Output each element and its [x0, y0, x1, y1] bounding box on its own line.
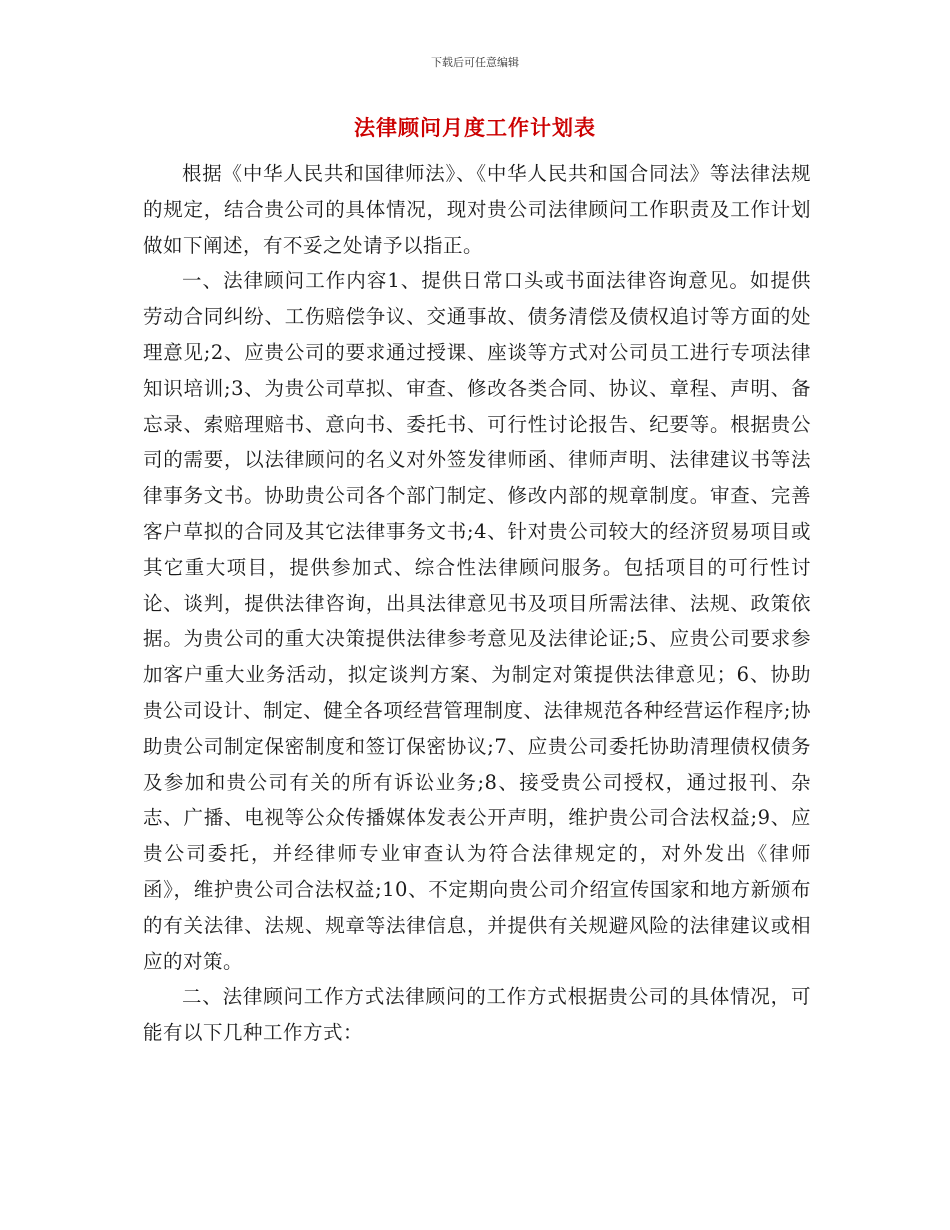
document-body — [143, 156, 811, 1051]
paragraph-work-method: 二、法律顾问工作方式法律顾问的工作方式根据贵公司的具体情况，可能有以下几种工作方式： — [143, 985, 811, 1045]
header-note: 下载后可任意编辑 — [431, 56, 519, 69]
paragraph-intro: 根据《中华人民共和国律师法》、《中华人民共和国合同法》等法律法规的规定，结合贵公司的具体情况，现对贵公司法律顾问工作职责及工作计划做如下阐述，有不妥之处请予以指正。 — [143, 162, 811, 257]
document-title: 法律顾问月度工作计划表 — [354, 116, 596, 140]
paragraph-work-content: 一、法律顾问工作内容1、提供日常口头或书面法律咨询意见。如提供劳动合同纠纷、工伤赔偿争议、交通事故、债务清偿及债权追讨等方面的处理意见;2、应贵公司的要求通过授课、座谈等方式对公司员工进行专项法律知识培训;3、为贵公司草拟、审查、修改各类合同、协议、章程、声明、备忘录、索赔理赔书、意向书、委托书、可行性讨论报告、纪要等。根据贵公司的需要，以法律顾问的名义对外签发律师函、律师声明、法律建议书等法律事务文书。协助贵公司各个部门制定、修改内部的规章制度。审查、完善客户草拟的合同及其它法律事务文书;4、针对贵公司较大的经济贸易项目或其它重大项目，提供参加式、综合性法律顾问服务。包括项目的可行性讨论、谈判，提供法律咨询，出具法律意见书及项目所需法律、法规、政策依据。为贵公司的重大决策提供法律参考意见及法律论证;5、应贵公司要求参加客户重大业务活动，拟定谈判方案、为制定对策提供法律意见；6、协助贵公司设计、制定、健全各项经营管理制度、法律规范各种经营运作程序;协助贵公司制定保密制度和签订保密协议;7、应贵公司委托协助清理债权债务及参加和贵公司有关的所有诉讼业务;8、接受贵公司授权，通过报刊、杂志、广播、电视等公众传播媒体发表公开声明，维护贵公司合法权益;9、应贵公司委托，并经律师专业审查认为符合法律规定的，对外发出《律师函》，维护贵公司合法权益;10、不定期向贵公司介绍宣传国家和地方新颁布的有关法律、法规、规章等法律信息，并提供有关规避风险的法律建议或相应的对策。 — [143, 269, 811, 973]
